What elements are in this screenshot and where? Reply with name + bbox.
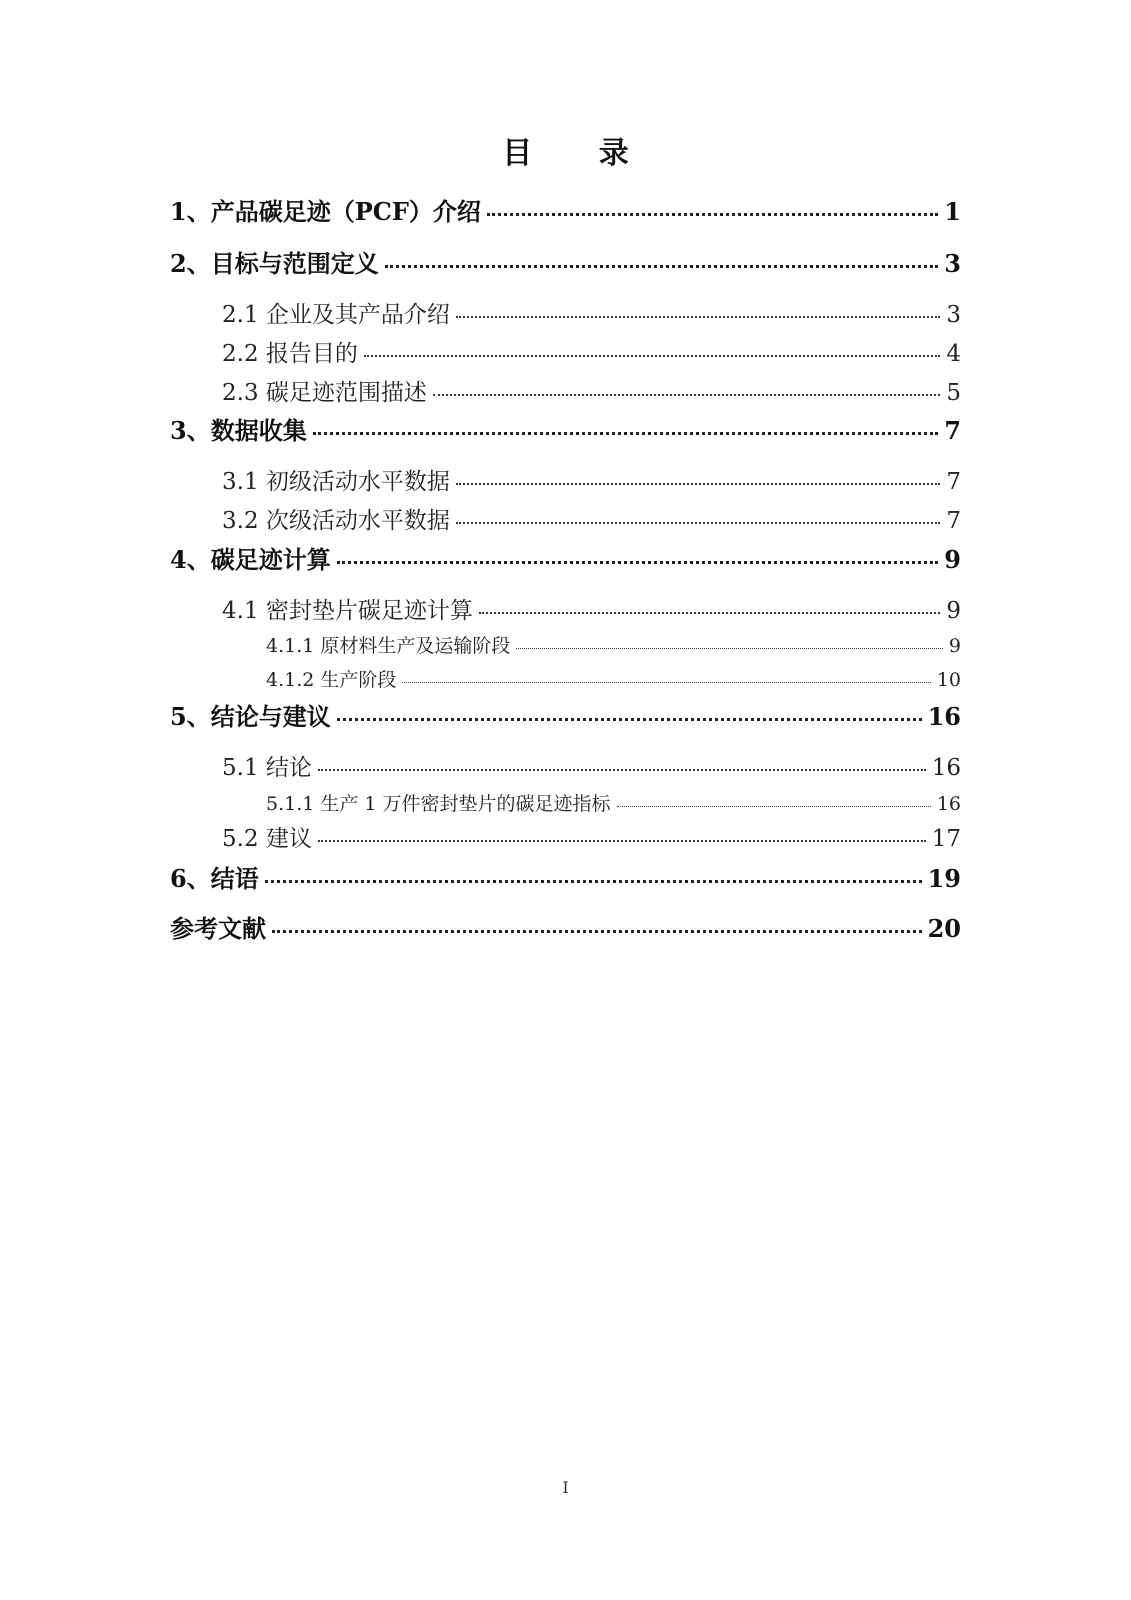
toc-leader-dots	[313, 432, 939, 435]
toc-entry-label: 2.1 企业及其产品介绍	[222, 302, 450, 328]
toc-leader-dots	[318, 769, 926, 771]
toc-leader-dots	[516, 648, 943, 649]
toc-entry-page: 7	[946, 469, 961, 495]
toc-entry-page: 7	[944, 416, 961, 445]
toc-entry[interactable]	[170, 192, 961, 226]
toc-entry-label: 4、碳足迹计算	[170, 545, 331, 574]
toc-entry-label: 2、目标与范围定义	[170, 249, 379, 278]
toc-leader-dots	[456, 522, 940, 524]
toc-entry[interactable]	[170, 697, 961, 731]
toc-leader-dots	[364, 355, 940, 357]
toc-entry-page: 4	[946, 341, 961, 367]
toc-entry-label: 参考文献	[170, 914, 266, 943]
toc-leader-dots	[265, 880, 922, 883]
toc-entry-page: 1	[944, 197, 961, 226]
toc-entry[interactable]	[170, 244, 961, 278]
toc-leader-dots	[617, 806, 931, 807]
toc-entry-label: 5.1.1 生产 1 万件密封垫片的碳足迹指标	[266, 793, 611, 815]
toc-entry-page: 7	[946, 508, 961, 534]
toc-entry-page: 16	[927, 702, 961, 731]
toc-entry-page: 9	[948, 635, 961, 657]
toc-leader-dots	[456, 483, 940, 485]
toc-entry-page: 3	[946, 302, 961, 328]
toc-entry-label: 3、数据收集	[170, 416, 307, 445]
toc-entry-label: 5.2 建议	[222, 826, 312, 852]
toc-entry[interactable]	[266, 789, 961, 817]
toc-entry[interactable]	[222, 374, 961, 406]
toc-entry-label: 6、结语	[170, 864, 259, 893]
toc-entry-page: 3	[944, 249, 961, 278]
toc-entry-label: 4.1.1 原材料生产及运输阶段	[266, 635, 511, 657]
toc-entry-label: 2.3 碳足迹范围描述	[222, 380, 427, 406]
toc-title: 目 录	[502, 136, 657, 171]
toc-leader-dots	[337, 561, 939, 564]
toc-entry-label: 5、结论与建议	[170, 702, 331, 731]
toc-entry-label: 4.1 密封垫片碳足迹计算	[222, 598, 473, 624]
toc-leader-dots	[487, 213, 938, 216]
toc-entry-label: 5.1 结论	[222, 755, 312, 781]
toc-leader-dots	[272, 930, 922, 933]
toc-entry-page: 10	[936, 669, 961, 691]
toc-entry-page: 5	[946, 380, 961, 406]
toc-entry[interactable]	[222, 820, 961, 852]
toc-leader-dots	[337, 718, 922, 721]
toc-entry[interactable]	[266, 631, 961, 659]
toc-entry-page: 9	[944, 545, 961, 574]
toc-entry-page: 16	[936, 793, 961, 815]
toc-entry[interactable]	[222, 296, 961, 328]
toc-entry[interactable]	[170, 411, 961, 445]
toc-entry[interactable]	[222, 749, 961, 781]
toc-entry[interactable]	[170, 540, 961, 574]
toc-leader-dots	[402, 682, 930, 683]
toc-entry-label: 4.1.2 生产阶段	[266, 669, 397, 691]
toc-entry-label: 3.1 初级活动水平数据	[222, 469, 450, 495]
toc-entry[interactable]	[266, 665, 961, 693]
toc-entry-page: 16	[931, 755, 961, 781]
toc-entry-label: 2.2 报告目的	[222, 341, 358, 367]
toc-entry[interactable]	[222, 335, 961, 367]
toc-entry-page: 17	[931, 826, 961, 852]
toc-entry-page: 9	[946, 598, 961, 624]
toc-entry[interactable]	[222, 502, 961, 534]
toc-entry-label: 3.2 次级活动水平数据	[222, 508, 450, 534]
toc-leader-dots	[433, 394, 940, 396]
page-number: I	[562, 1478, 569, 1497]
toc-entry[interactable]	[222, 463, 961, 495]
toc-entry[interactable]	[170, 909, 961, 943]
toc-leader-dots	[479, 612, 940, 614]
toc-leader-dots	[318, 840, 926, 842]
toc-entry[interactable]	[222, 592, 961, 624]
toc-entry-page: 19	[927, 864, 961, 893]
toc-entry-label: 1、产品碳足迹（PCF）介绍	[170, 197, 481, 226]
toc-leader-dots	[456, 316, 940, 318]
toc-entry[interactable]	[170, 859, 961, 893]
toc-entry-page: 20	[927, 914, 961, 943]
toc-leader-dots	[385, 265, 939, 268]
